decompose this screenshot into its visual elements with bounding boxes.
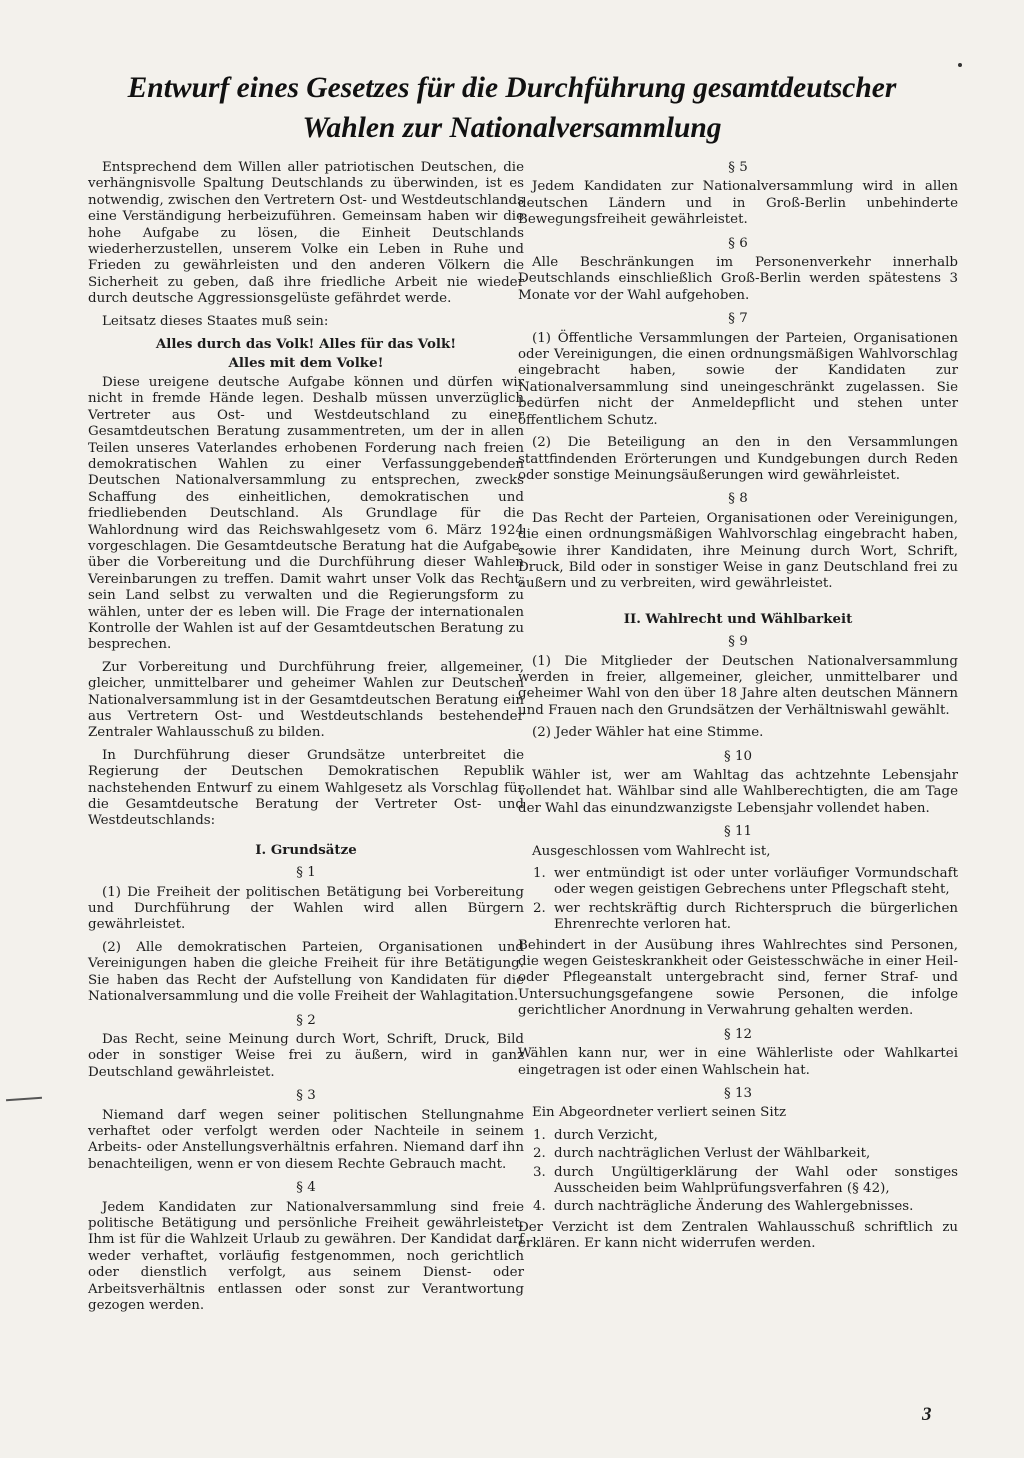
- section-4-number: § 4: [296, 1180, 316, 1196]
- title-line-1: Entwurf eines Gesetzes für die Durchführung gesamtdeutscher: [127, 72, 897, 104]
- section-10-para: Wähler ist, wer am Wahltag das achtzehnte Lebensjahr vollendet hat. Wählbar sind alle Wahlberechtigten, die am Tage der Wahl das einundzwanzigste Lebensjahr vollendet haben.: [518, 768, 958, 816]
- section-6-number: § 6: [728, 235, 748, 251]
- section-heading-1: I. Grundsätze: [255, 841, 357, 858]
- section-2-number: § 2: [296, 1012, 316, 1028]
- paragraph-2: Diese ureigene deutsche Aufgabe können und dürfen wir nicht in fremde Hände legen. Deshalb müssen unverzüglich Vertreter aus Ost- und Westdeutschland zu einer Gesamtdeutschen Beratung zusammentreten, um der in allen Teilen unseres Vaterlandes erhobenen Forderung nach freien demokratischen Wahlen zu einer Verfassunggebenden Deutschen Nationalversammlung zu entsprechen, zwecks Schaffung des einheitlichen, demokratischen und friedliebenden Deutschland. Als Grundlage für die Wahlordnung wird das Reichswahlgesetz vom 6. März 1924 vorgeschlagen. Die Gesamtdeutsche Beratung hat die Aufgabe, über die Vorbereitung und die Durchführung dieser Wahlen Vereinbarungen zu treffen. Damit wahrt unser Volk das Recht, sein Land selbst zu verwalten und die Regierungsform zu wählen, unter der es leben will. Die Frage der internationalen Kontrolle der Wahlen ist auf der Gesamtdeutschen Beratung zu besprechen.: [88, 374, 524, 653]
- right-column: [518, 160, 958, 1259]
- ink-dot: [958, 63, 962, 67]
- section-6-para: Alle Beschränkungen im Personenverkehr innerhalb Deutschlands einschließlich Groß-Berlin werden spätestens 3 Monate vor der Wahl aufgehoben.: [518, 255, 958, 303]
- motto-line-2: Alles mit dem Volke!: [228, 355, 384, 372]
- page-number: 3: [922, 1404, 932, 1425]
- margin-mark: [6, 1097, 42, 1102]
- section-8-number: § 8: [728, 491, 748, 507]
- section-11-para-2: Behindert in der Ausübung ihres Wahlrechtes sind Personen, die wegen Geisteskrankheit oder Geistesschwäche in einer Heil- oder Pflegeanstalt untergebracht sind, ferner Straf- und Untersuchungsgefangene sowie Personen, die infolge gerichtlicher Anordnung in Verwahrung gehalten werden.: [518, 937, 958, 1019]
- section-7-number: § 7: [728, 311, 748, 327]
- section-12-para: Wählen kann nur, wer in eine Wählerliste oder Wahlkartei eingetragen ist oder einen Wahlschein hat.: [518, 1046, 958, 1078]
- list-item: 4. durch nachträgliche Änderung des Wahlergebnisses.: [550, 1199, 958, 1215]
- paragraph-4: In Durchführung dieser Grundsätze unterbreitet die Regierung der Deutschen Demokratischen Republik nachstehenden Entwurf zu einem Wahlgesetz als Vorschlag für die Gesamtdeutsche Beratung der Vertreter Ost- und Westdeutschlands:: [88, 747, 524, 829]
- paragraph-3: Zur Vorbereitung und Durchführung freier, allgemeiner, gleicher, unmittelbarer und geheimer Wahlen zur Deutschen Nationalversammlung ist in der Gesamtdeutschen Beratung ein aus Vertretern Ost- und Westdeutschlands bestehender Zentraler Wahlausschuß zu bilden.: [88, 659, 524, 741]
- left-column: [88, 160, 524, 1320]
- list-item: 1. durch Verzicht,: [550, 1128, 958, 1144]
- section-1-number: § 1: [296, 865, 316, 881]
- section-5-para: Jedem Kandidaten zur Nationalversammlung wird in allen deutschen Ländern und in Groß-Berlin unbehinderte Bewegungsfreiheit gewährleistet.: [518, 179, 958, 228]
- section-7-para-1: (1) Öffentliche Versammlungen der Parteien, Organisationen oder Vereinigungen, die einen ordnungsmäßigen Wahlvorschlag eingebracht haben, sowie der Kandidaten zur Nationalversammlung sind uneingeschränkt zugelassen. Sie bedürfen nicht der Anmeldepflicht und stehen unter öffentlichem Schutz.: [518, 330, 958, 428]
- section-12-number: § 12: [724, 1026, 752, 1042]
- section-8-para: Das Recht der Parteien, Organisationen oder Vereinigungen, die einen ordnungsmäßigen Wahlvorschlag eingebracht haben, sowie ihrer Kandidaten, ihre Meinung durch Wort, Schrift, Druck, Bild oder in sonstiger Weise in ganz Deutschland frei zu äußern und zu verbreiten, wird gewährleistet.: [518, 510, 958, 592]
- section-heading-2: II. Wahlrecht und Wählbarkeit: [623, 610, 853, 627]
- section-9-para-1: (1) Die Mitglieder der Deutschen Nationalversammlung werden in freier, allgemeiner, gleicher, unmittelbarer und geheimer Wahl von den über 18 Jahre alten deutschen Männern und Frauen nach den Grundsätzen der Verhältniswahl gewählt.: [518, 653, 958, 718]
- list-item: 1. wer entmündigt ist oder unter vorläufiger Vormundschaft oder wegen geistigen Gebrechens unter Pflegschaft steht,: [550, 866, 958, 899]
- document-title: [60, 68, 964, 148]
- section-9-number: § 9: [728, 634, 748, 650]
- section-1-para-2: (2) Alle demokratischen Parteien, Organisationen und Vereinigungen haben die gleiche Freiheit für ihre Betätigung. Sie haben das Recht der Aufstellung von Kandidaten für die Nationalversammlung und die volle Freiheit der Wahlagitation.: [88, 939, 524, 1005]
- list-item: 3. durch Ungültigerklärung der Wahl oder sonstiges Ausscheiden beim Wahlprüfungsverfahren (§ 42),: [550, 1165, 958, 1198]
- section-11-list: [518, 866, 958, 934]
- motto-line-1: Alles durch das Volk! Alles für das Volk!: [155, 336, 457, 353]
- section-10-number: § 10: [724, 748, 752, 764]
- section-13-number: § 13: [724, 1085, 752, 1101]
- list-item: 2. durch nachträglichen Verlust der Wählbarkeit,: [550, 1146, 958, 1162]
- section-3-para: Niemand darf wegen seiner politischen Stellungnahme verhaftet oder verfolgt werden oder Nachteile in seinem Arbeits- oder Anstellungsverhältnis erfahren. Niemand darf ihn benachteiligen, wenn er von diesem Rechte Gebrauch macht.: [88, 1107, 524, 1172]
- intro-paragraph: Entsprechend dem Willen aller patriotischen Deutschen, die verhängnisvolle Spaltung Deutschlands zu überwinden, ist es notwendig, zwischen den Vertretern Ost- und Westdeutschlands eine Verständigung herbeizuführen. Gemeinsam haben wir die hohe Aufgabe zu lösen, die Einheit Deutschlands wiederherzustellen, unserem Volke ein Leben in Ruhe und Frieden zu gewährleisten und den anderen Völkern die Sicherheit zu geben, daß ihre friedliche Arbeit nie wieder durch deutsche Aggressionsgelüste gefährdet werde.: [88, 160, 524, 307]
- section-4-para: Jedem Kandidaten zur Nationalversammlung sind freie politische Betätigung und persönliche Freiheit gewährleistet. Ihm ist für die Wahlzeit Urlaub zu gewähren. Der Kandidat darf weder verhaftet, vorläufig festgenommen, noch gerichtlich oder dienstlich verfolgt, aus seinem Dienst- oder Arbeitsverhältnis entlassen oder sonst zur Verantwortung gezogen werden.: [88, 1199, 524, 1313]
- title-line-2: Wahlen zur Nationalversammlung: [302, 112, 722, 144]
- section-13-list: [518, 1128, 958, 1216]
- leitsatz: Leitsatz dieses Staates muß sein:: [102, 313, 329, 329]
- section-11-intro: Ausgeschlossen vom Wahlrecht ist,: [532, 843, 771, 859]
- section-9-para-2: (2) Jeder Wähler hat eine Stimme.: [532, 725, 764, 741]
- section-13-intro: Ein Abgeordneter verliert seinen Sitz: [532, 1105, 787, 1121]
- section-3-number: § 3: [296, 1088, 316, 1104]
- section-11-number: § 11: [724, 824, 752, 840]
- section-5-number: § 5: [728, 160, 748, 175]
- section-1-para-1: (1) Die Freiheit der politischen Betätigung bei Vorbereitung und Durchführung der Wahlen wird allen Bürgern gewährleistet.: [88, 884, 524, 933]
- section-2-para: Das Recht, seine Meinung durch Wort, Schrift, Druck, Bild oder in sonstiger Weise frei zu äußern, wird in ganz Deutschland gewährleistet.: [88, 1031, 524, 1080]
- list-item: 2. wer rechtskräftig durch Richterspruch die bürgerlichen Ehrenrechte verloren hat.: [550, 901, 958, 934]
- section-13-para-2: Der Verzicht ist dem Zentralen Wahlausschuß schriftlich zu erklären. Er kann nicht widerrufen werden.: [518, 1219, 958, 1252]
- section-7-para-2: (2) Die Beteiligung an den in den Versammlungen stattfindenden Erörterungen und Kundgebungen durch Reden oder sonstige Meinungsäußerungen wird gewährleistet.: [518, 435, 958, 483]
